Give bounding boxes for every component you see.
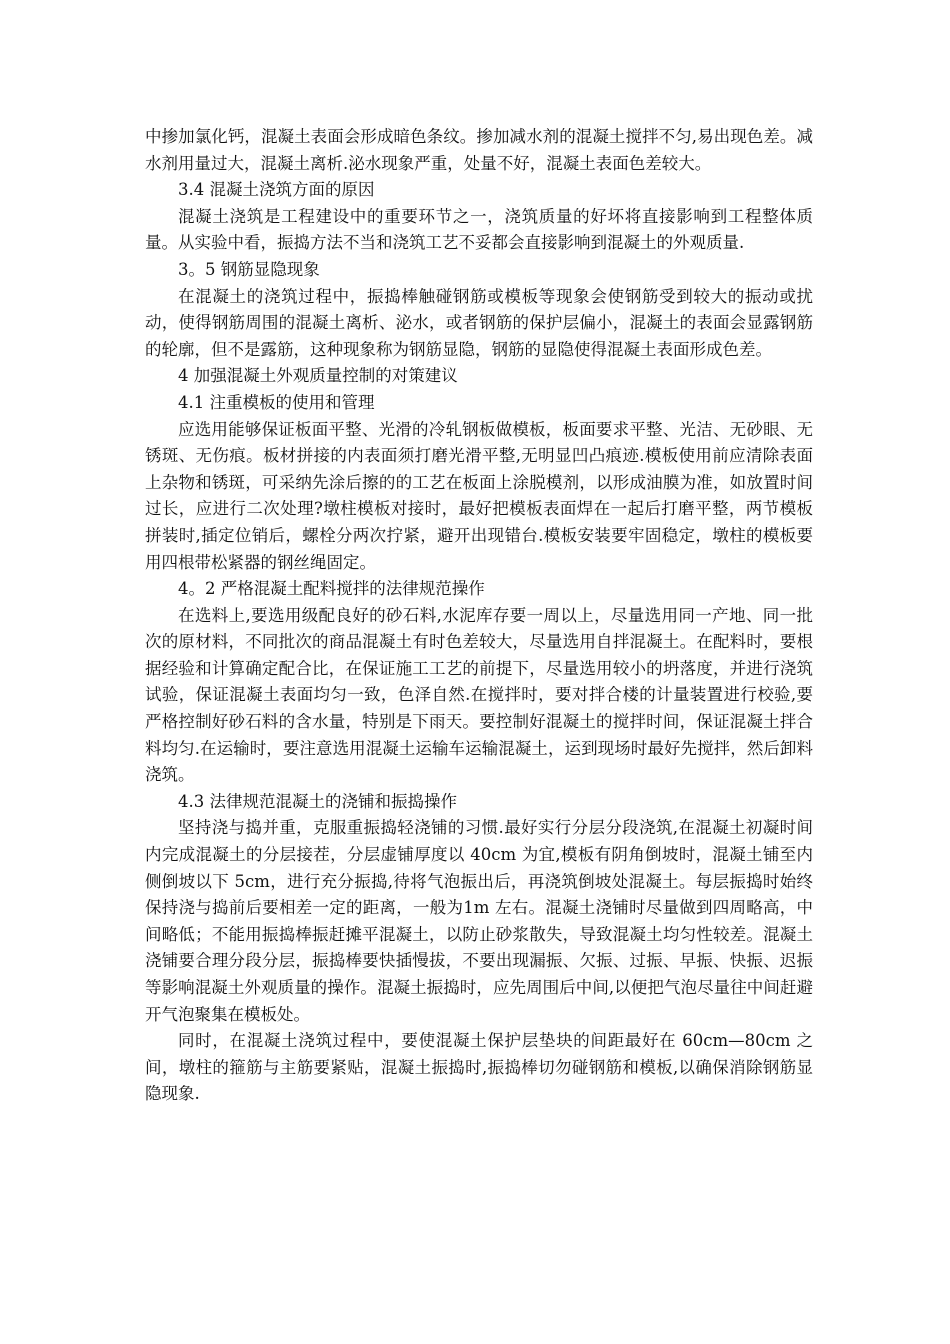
heading-3-5: 3。5 钢筋显隐现象 — [178, 259, 320, 279]
heading-4-3: 4.3 法律规范混凝土的浇铺和振捣操作 — [178, 791, 457, 811]
document-page — [145, 124, 813, 1108]
heading-4: 4 加强混凝土外观质量控制的对策建议 — [178, 366, 458, 386]
heading-4-1: 4.1 注重模板的使用和管理 — [178, 392, 375, 412]
paragraph-pouring-causes: 混凝土浇筑是工程建设中的重要环节之一，浇筑质量的好坏将直接影响到工程整体质量。从实验中看，振捣方法不当和浇筑工艺不妥都会直接影响到混凝土的外观质量. — [145, 206, 813, 253]
paragraph-admixture-continuation: 中掺加氯化钙，混凝土表面会形成暗色条纹。掺加减水剂的混凝土搅拌不匀,易出现色差。减水剂用量过大，混凝土离析.泌水现象严重，处量不好，混凝土表面色差较大。 — [145, 127, 813, 173]
heading-4-2: 4。2 严格混凝土配料搅拌的法律规范操作 — [178, 579, 485, 599]
paragraph-batching-mixing: 在选料上,要选用级配良好的砂石料,水泥库存要一周以上，尽量选用同一产地、同一批次的原材料，不同批次的商品混凝土有时色差较大，尽量选用自拌混凝土。在配料时，要根据经验和计算确定配合比，在保证施工工艺的前提下，尽量选用较小的坍落度，并进行浇筑试验，保证混凝土表面均匀一致，色泽自然.在搅拌时，要对拌合楼的计量装置进行校验,要严格控制好砂石料的含水量，特别是下雨天。要控制好混凝土的搅拌时间，保证混凝土拌合料均匀.在运输时，要注意选用混凝土运输车运输混凝土，运到现场时最好先搅拌，然后卸料浇筑。 — [145, 605, 813, 785]
paragraph-rebar-shadowing: 在混凝土的浇筑过程中，振捣棒触碰钢筋或模板等现象会使钢筋受到较大的振动或扰动，使得钢筋周围的混凝土离析、泌水，或者钢筋的保护层偏小，混凝土的表面会显露钢筋的轮廓，但不是露筋，这种现象称为钢筋显隐，钢筋的显隐使得混凝土表面形成色差。 — [145, 286, 813, 359]
heading-3-4: 3.4 混凝土浇筑方面的原因 — [178, 180, 375, 200]
paragraph-cover-spacers: 同时，在混凝土浇筑过程中，要使混凝土保护层垫块的间距最好在 60cm—80cm 之间，墩柱的箍筋与主筋要紧贴，混凝土振捣时,振捣棒切勿碰钢筋和模板,以确保消除钢筋显隐现象. — [145, 1031, 813, 1104]
paragraph-formwork: 应选用能够保证板面平整、光滑的冷轧钢板做模板，板面要求平整、光洁、无砂眼、无锈斑、无伤痕。板材拼接的内表面须打磨光滑平整,无明显凹凸痕迹.模板使用前应清除表面上杂物和锈斑，可采纳先涂后擦的的工艺在板面上涂脱模剂，以形成油膜为准，如放置时间过长，应进行二次处理?墩柱模板对接时，最好把模板表面焊在一起后打磨平整，两节模板拼装时,插定位销后，螺栓分两次拧紧，避开出现错台.模板安装要牢固稳定，墩柱的模板要用四根带松紧器的钢丝绳固定。 — [145, 419, 813, 572]
paragraph-placing-vibrating: 坚持浇与捣并重，克服重振捣轻浇铺的习惯.最好实行分层分段浇筑,在混凝土初凝时间内完成混凝土的分层接茬，分层虚铺厚度以 40cm 为宜,模板有阴角倒坡时，混凝土铺至内侧倒坡以下 5cm，进行充分振捣,待将气泡振出后，再浇筑倒坡处混凝土。每层振捣时始终保持浇与捣前后要相差一定的距离，一般为1m 左右。混凝土浇铺时尽量做到四周略高，中间略低；不能用振捣棒振赶摊平混凝土，以防止砂浆散失，导致混凝土均匀性较差。混凝土浇铺要合理分段分层，振捣棒要快插慢拔，不要出现漏振、欠振、过振、早振、快振、迟振等影响混凝土外观质量的操作。混凝土振捣时，应先周围后中间,以便把气泡尽量往中间赶避开气泡聚集在模板处。 — [145, 818, 813, 1024]
